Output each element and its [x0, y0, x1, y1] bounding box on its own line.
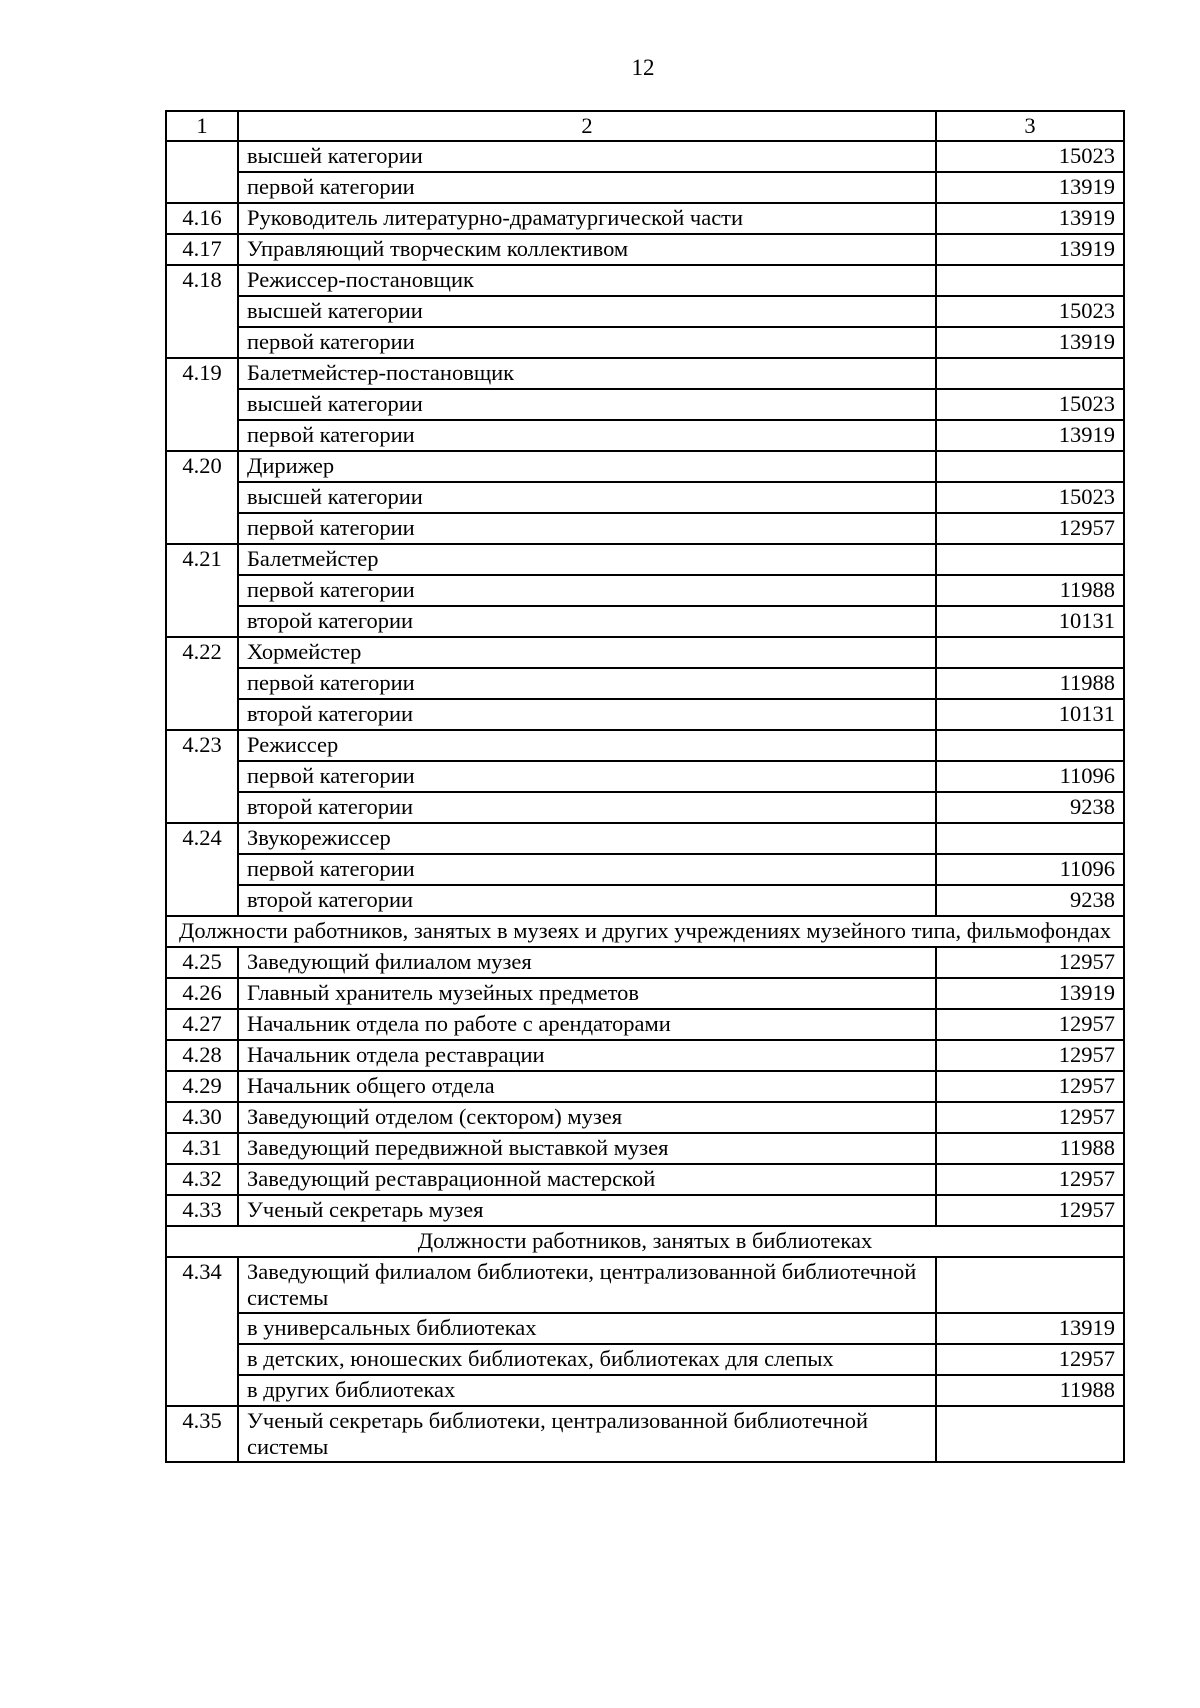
- table-row: [166, 1040, 1124, 1071]
- table-row-group: [166, 451, 1124, 482]
- item-number: 4.31: [166, 1133, 238, 1164]
- position-title: Управляющий творческим коллективом: [238, 234, 936, 265]
- table-row-subcategory: [166, 389, 1124, 420]
- table-row: [166, 1195, 1124, 1226]
- salary-value: [936, 265, 1124, 296]
- table-row: [166, 1102, 1124, 1133]
- salary-value: 12957: [936, 1195, 1124, 1226]
- position-title: Заведующий реставрационной мастерской: [238, 1164, 936, 1195]
- table-row-group: [166, 358, 1124, 389]
- salary-value: 10131: [936, 606, 1124, 637]
- table-row-group: [166, 1406, 1124, 1462]
- table-row: [166, 1164, 1124, 1195]
- salary-value: 12957: [936, 1040, 1124, 1071]
- table-row-subcategory: [166, 482, 1124, 513]
- salary-value: [936, 1406, 1124, 1462]
- subcategory-label: второй категории: [238, 792, 936, 823]
- table-row-subcategory: [166, 854, 1124, 885]
- subcategory-label: в универсальных библиотеках: [238, 1313, 936, 1344]
- table-row-subcategory: [166, 885, 1124, 916]
- header-col-3: 3: [936, 111, 1124, 141]
- position-title: Начальник общего отдела: [238, 1071, 936, 1102]
- salary-value: 12957: [936, 513, 1124, 544]
- subcategory-label: второй категории: [238, 606, 936, 637]
- table-row: [166, 947, 1124, 978]
- position-title: Звукорежиссер: [238, 823, 936, 854]
- position-title: Ученый секретарь музея: [238, 1195, 936, 1226]
- table-row-subcategory: [166, 1375, 1124, 1406]
- item-number: 4.20: [166, 451, 238, 544]
- table-header-row: [166, 111, 1124, 141]
- salary-value: [936, 451, 1124, 482]
- salary-value: 12957: [936, 1102, 1124, 1133]
- position-title: Главный хранитель музейных предметов: [238, 978, 936, 1009]
- section-heading-row: [166, 1226, 1124, 1257]
- salary-value: 13919: [936, 1313, 1124, 1344]
- item-number: 4.24: [166, 823, 238, 916]
- subcategory-label: второй категории: [238, 699, 936, 730]
- table-row-subcategory: [166, 606, 1124, 637]
- position-title: Балетмейстер-постановщик: [238, 358, 936, 389]
- salary-value: [936, 823, 1124, 854]
- position-title: Начальник отдела реставрации: [238, 1040, 936, 1071]
- table-row-group: [166, 265, 1124, 296]
- salary-value: 11988: [936, 1133, 1124, 1164]
- header-col-2: 2: [238, 111, 936, 141]
- table-row-subcategory: [166, 1313, 1124, 1344]
- section-heading: Должности работников, занятых в музеях и других учреждениях музейного типа, фильмофондах: [166, 916, 1124, 947]
- position-title: Заведующий филиалом библиотеки, централизованной библиотечной системы: [238, 1257, 936, 1313]
- table-row-subcategory: [166, 141, 1124, 172]
- salary-value: 12957: [936, 1164, 1124, 1195]
- table-body: [166, 111, 1124, 1462]
- salary-value: 11988: [936, 668, 1124, 699]
- item-number-cell: [166, 141, 238, 203]
- table-row: [166, 978, 1124, 1009]
- subcategory-label: первой категории: [238, 668, 936, 699]
- salary-value: 12957: [936, 947, 1124, 978]
- salary-value: 15023: [936, 389, 1124, 420]
- item-number: 4.16: [166, 203, 238, 234]
- salary-value: 13919: [936, 172, 1124, 203]
- subcategory-label: высшей категории: [238, 296, 936, 327]
- position-title: Заведующий передвижной выставкой музея: [238, 1133, 936, 1164]
- salary-table: [165, 110, 1125, 1463]
- subcategory-label: первой категории: [238, 761, 936, 792]
- salary-value: 13919: [936, 234, 1124, 265]
- position-title: Руководитель литературно-драматургической части: [238, 203, 936, 234]
- salary-value: 13919: [936, 420, 1124, 451]
- salary-value: 11096: [936, 761, 1124, 792]
- subcategory-label: высшей категории: [238, 389, 936, 420]
- salary-value: 13919: [936, 203, 1124, 234]
- position-title: Хормейстер: [238, 637, 936, 668]
- item-number: 4.17: [166, 234, 238, 265]
- salary-value: 15023: [936, 296, 1124, 327]
- table-row: [166, 203, 1124, 234]
- table-row: [166, 1009, 1124, 1040]
- salary-value: 12957: [936, 1009, 1124, 1040]
- position-title: Режиссер: [238, 730, 936, 761]
- table-row-subcategory: [166, 761, 1124, 792]
- subcategory-label: первой категории: [238, 172, 936, 203]
- section-heading-row: [166, 916, 1124, 947]
- position-title: Дирижер: [238, 451, 936, 482]
- subcategory-label: второй категории: [238, 885, 936, 916]
- item-number: 4.23: [166, 730, 238, 823]
- salary-value: [936, 1257, 1124, 1313]
- salary-value: 10131: [936, 699, 1124, 730]
- table-row-group: [166, 544, 1124, 575]
- position-title: Заведующий филиалом музея: [238, 947, 936, 978]
- item-number: 4.34: [166, 1257, 238, 1406]
- item-number: 4.29: [166, 1071, 238, 1102]
- header-col-1: 1: [166, 111, 238, 141]
- salary-value: 15023: [936, 141, 1124, 172]
- salary-value: 15023: [936, 482, 1124, 513]
- salary-value: 9238: [936, 792, 1124, 823]
- table-row-subcategory: [166, 668, 1124, 699]
- table-row-group: [166, 1257, 1124, 1313]
- table-row: [166, 234, 1124, 265]
- item-number: 4.32: [166, 1164, 238, 1195]
- item-number: 4.21: [166, 544, 238, 637]
- item-number: 4.26: [166, 978, 238, 1009]
- table-row-subcategory: [166, 513, 1124, 544]
- item-number: 4.25: [166, 947, 238, 978]
- table-row-group: [166, 637, 1124, 668]
- salary-value: [936, 637, 1124, 668]
- subcategory-label: в детских, юношеских библиотеках, библиотеках для слепых: [238, 1344, 936, 1375]
- salary-value: [936, 544, 1124, 575]
- table-row-subcategory: [166, 699, 1124, 730]
- salary-value: [936, 358, 1124, 389]
- item-number: 4.27: [166, 1009, 238, 1040]
- table-row-subcategory: [166, 327, 1124, 358]
- subcategory-label: первой категории: [238, 575, 936, 606]
- item-number: 4.35: [166, 1406, 238, 1462]
- position-title: Балетмейстер: [238, 544, 936, 575]
- item-number: 4.18: [166, 265, 238, 358]
- table-row-subcategory: [166, 172, 1124, 203]
- subcategory-label: первой категории: [238, 420, 936, 451]
- table-row-group: [166, 823, 1124, 854]
- salary-value: [936, 730, 1124, 761]
- subcategory-label: первой категории: [238, 854, 936, 885]
- subcategory-label: высшей категории: [238, 482, 936, 513]
- position-title: Ученый секретарь библиотеки, централизованной библиотечной системы: [238, 1406, 936, 1462]
- item-number: 4.28: [166, 1040, 238, 1071]
- item-number: 4.22: [166, 637, 238, 730]
- section-heading: Должности работников, занятых в библиотеках: [166, 1226, 1124, 1257]
- item-number: 4.33: [166, 1195, 238, 1226]
- salary-value: 9238: [936, 885, 1124, 916]
- item-number: 4.30: [166, 1102, 238, 1133]
- salary-value: 13919: [936, 327, 1124, 358]
- salary-value: 11988: [936, 575, 1124, 606]
- table-row: [166, 1133, 1124, 1164]
- salary-value: 12957: [936, 1344, 1124, 1375]
- table-row: [166, 1071, 1124, 1102]
- table-row-subcategory: [166, 420, 1124, 451]
- subcategory-label: в других библиотеках: [238, 1375, 936, 1406]
- table-row-subcategory: [166, 1344, 1124, 1375]
- salary-value: 11988: [936, 1375, 1124, 1406]
- subcategory-label: первой категории: [238, 327, 936, 358]
- page-number: 12: [631, 55, 655, 80]
- position-title: Начальник отдела по работе с арендаторами: [238, 1009, 936, 1040]
- position-title: Режиссер-постановщик: [238, 265, 936, 296]
- subcategory-label: высшей категории: [238, 141, 936, 172]
- subcategory-label: первой категории: [238, 513, 936, 544]
- table-row-group: [166, 730, 1124, 761]
- salary-value: 12957: [936, 1071, 1124, 1102]
- table-row-subcategory: [166, 575, 1124, 606]
- salary-value: 11096: [936, 854, 1124, 885]
- item-number: 4.19: [166, 358, 238, 451]
- salary-value: 13919: [936, 978, 1124, 1009]
- position-title: Заведующий отделом (сектором) музея: [238, 1102, 936, 1133]
- table-row-subcategory: [166, 296, 1124, 327]
- table-row-subcategory: [166, 792, 1124, 823]
